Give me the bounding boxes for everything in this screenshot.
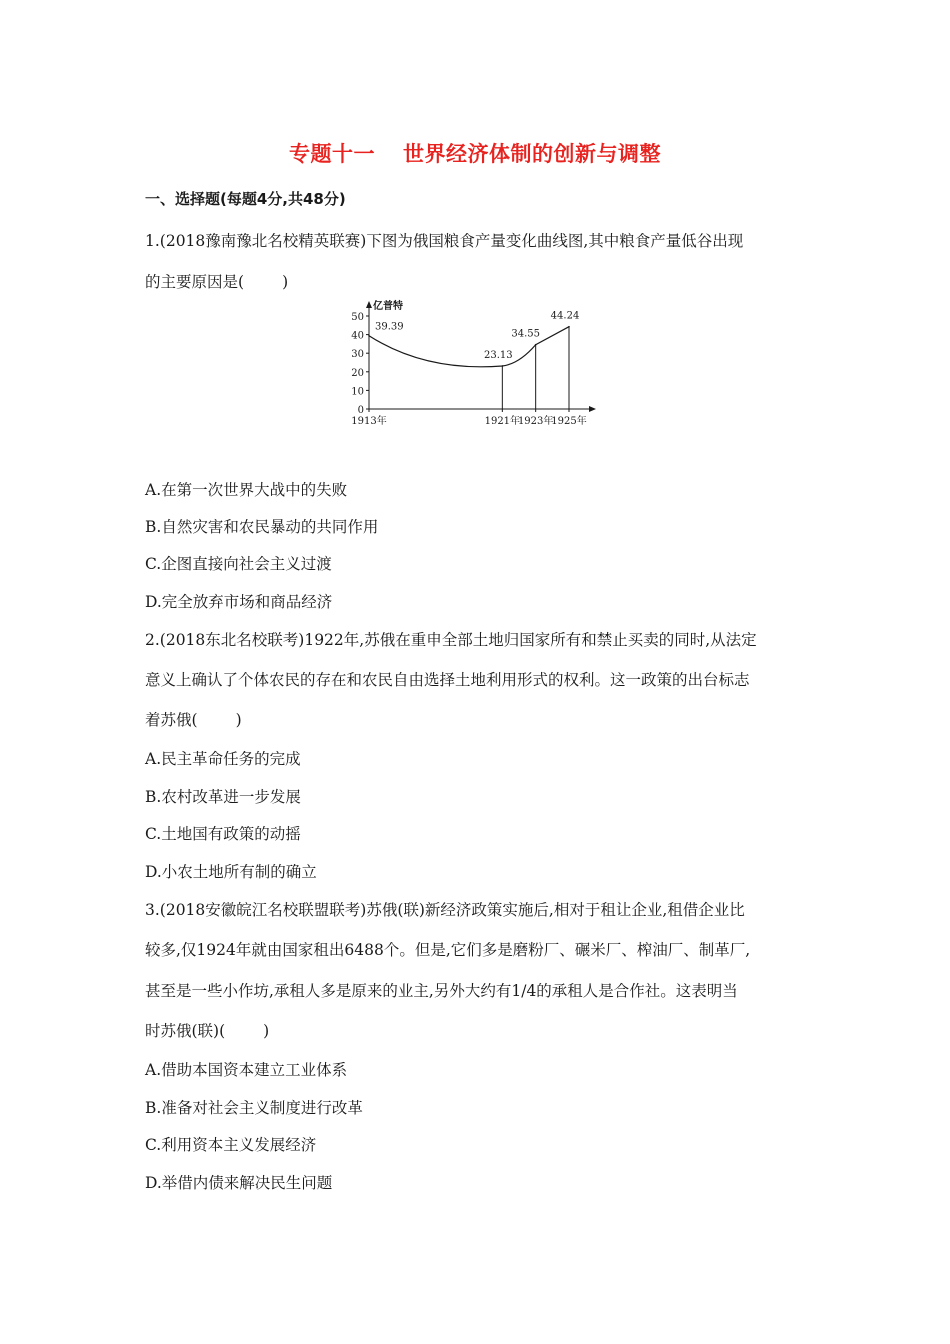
q3-stem-line4 (145, 1019, 269, 1041)
page-title (0, 138, 950, 168)
series-group (368, 311, 579, 409)
x-tick-label: 1913年 (351, 416, 387, 427)
y-axis-arrow (366, 301, 372, 308)
q2-option-d[interactable]: D.小农土地所有制的确立 (145, 863, 317, 881)
x-tick-label: 1925年 (551, 416, 587, 427)
y-tick-label: 30 (351, 349, 364, 361)
y-axis-unit: 亿普特 (373, 301, 403, 312)
x-tick-label: 1921年 (484, 416, 521, 427)
section-heading: 一、选择题(每题4分,共48分) (145, 190, 346, 208)
q3-option-c[interactable]: C.利用资本主义发展经济 (145, 1136, 317, 1154)
y-axis (351, 299, 403, 416)
q3-option-d[interactable]: D.举借内债来解决民生问题 (145, 1174, 333, 1192)
y-tick-label: 40 (351, 330, 364, 342)
q1-option-d[interactable]: D.完全放弃市场和商品经济 (145, 593, 333, 611)
y-tick-label: 20 (351, 367, 364, 379)
q3-option-a[interactable]: A.借助本国资本建立工业体系 (145, 1061, 348, 1079)
x-tick-label: 1923年 (517, 416, 554, 427)
q3-stem-line2: 较多,仅1924年就由国家租出6488个。但是,它们多是磨粉厂、碾米厂、榨油厂、制革厂, (145, 941, 751, 959)
data-label: 23.13 (484, 349, 513, 361)
data-point (568, 326, 570, 328)
q3-stem-line3: 甚至是一些小作坊,承租人多是原来的业主,另外大约有1/4的承租人是合作社。这表明当 (145, 982, 738, 1000)
data-label: 39.39 (375, 321, 404, 333)
q1-stem-line1: 1.(2018豫南豫北名校精英联赛)下图为俄国粮食产量变化曲线图,其中粮食产量低谷出现 (145, 232, 744, 250)
q1-option-b[interactable]: B.自然灾害和农民暴动的共同作用 (145, 518, 379, 536)
y-tick-label: 0 (357, 405, 364, 416)
q2-stem-paren-close: ) (235, 711, 242, 729)
data-point (368, 335, 370, 337)
x-axis (351, 406, 596, 427)
x-axis-arrow (589, 406, 596, 412)
q1-option-c[interactable]: C.企图直接向社会主义过渡 (145, 555, 332, 573)
data-point (535, 344, 537, 346)
grain-output-chart (345, 296, 605, 432)
q2-option-a[interactable]: A.民主革命任务的完成 (145, 750, 301, 768)
q3-stem-paren-close: ) (263, 1022, 270, 1040)
y-tick-label: 50 (351, 312, 364, 323)
q2-stem-text: 着苏俄( (145, 711, 198, 729)
y-tick-label: 10 (351, 386, 364, 398)
q1-stem-paren-close: ) (282, 273, 289, 291)
q3-stem-line1: 3.(2018安徽皖江名校联盟联考)苏俄(联)新经济政策实施后,相对于租让企业,租借企业比 (145, 901, 745, 919)
q1-stem-line2 (145, 270, 288, 292)
q1-stem-text: 的主要原因是( (145, 273, 245, 291)
q2-option-b[interactable]: B.农村改革进一步发展 (145, 788, 301, 806)
q2-option-c[interactable]: C.土地国有政策的动摇 (145, 825, 301, 843)
q2-stem-line3 (145, 708, 242, 730)
q3-stem-text: 时苏俄(联)( (145, 1022, 226, 1040)
data-point (502, 365, 504, 367)
q2-stem-line1: 2.(2018东北名校联考)1922年,苏俄在重申全部土地归国家所有和禁止买卖的同时,从法定 (145, 631, 757, 649)
data-label: 44.24 (550, 310, 580, 322)
q2-stem-line2: 意义上确认了个体农民的存在和农民自由选择土地利用形式的权利。这一政策的出台标志 (145, 671, 750, 689)
title-topic: 专题十一 (289, 142, 375, 166)
q1-option-a[interactable]: A.在第一次世界大战中的失败 (145, 481, 348, 499)
data-label: 34.55 (511, 328, 540, 340)
q3-option-b[interactable]: B.准备对社会主义制度进行改革 (145, 1099, 363, 1117)
title-subject: 世界经济体制的创新与调整 (403, 142, 661, 166)
